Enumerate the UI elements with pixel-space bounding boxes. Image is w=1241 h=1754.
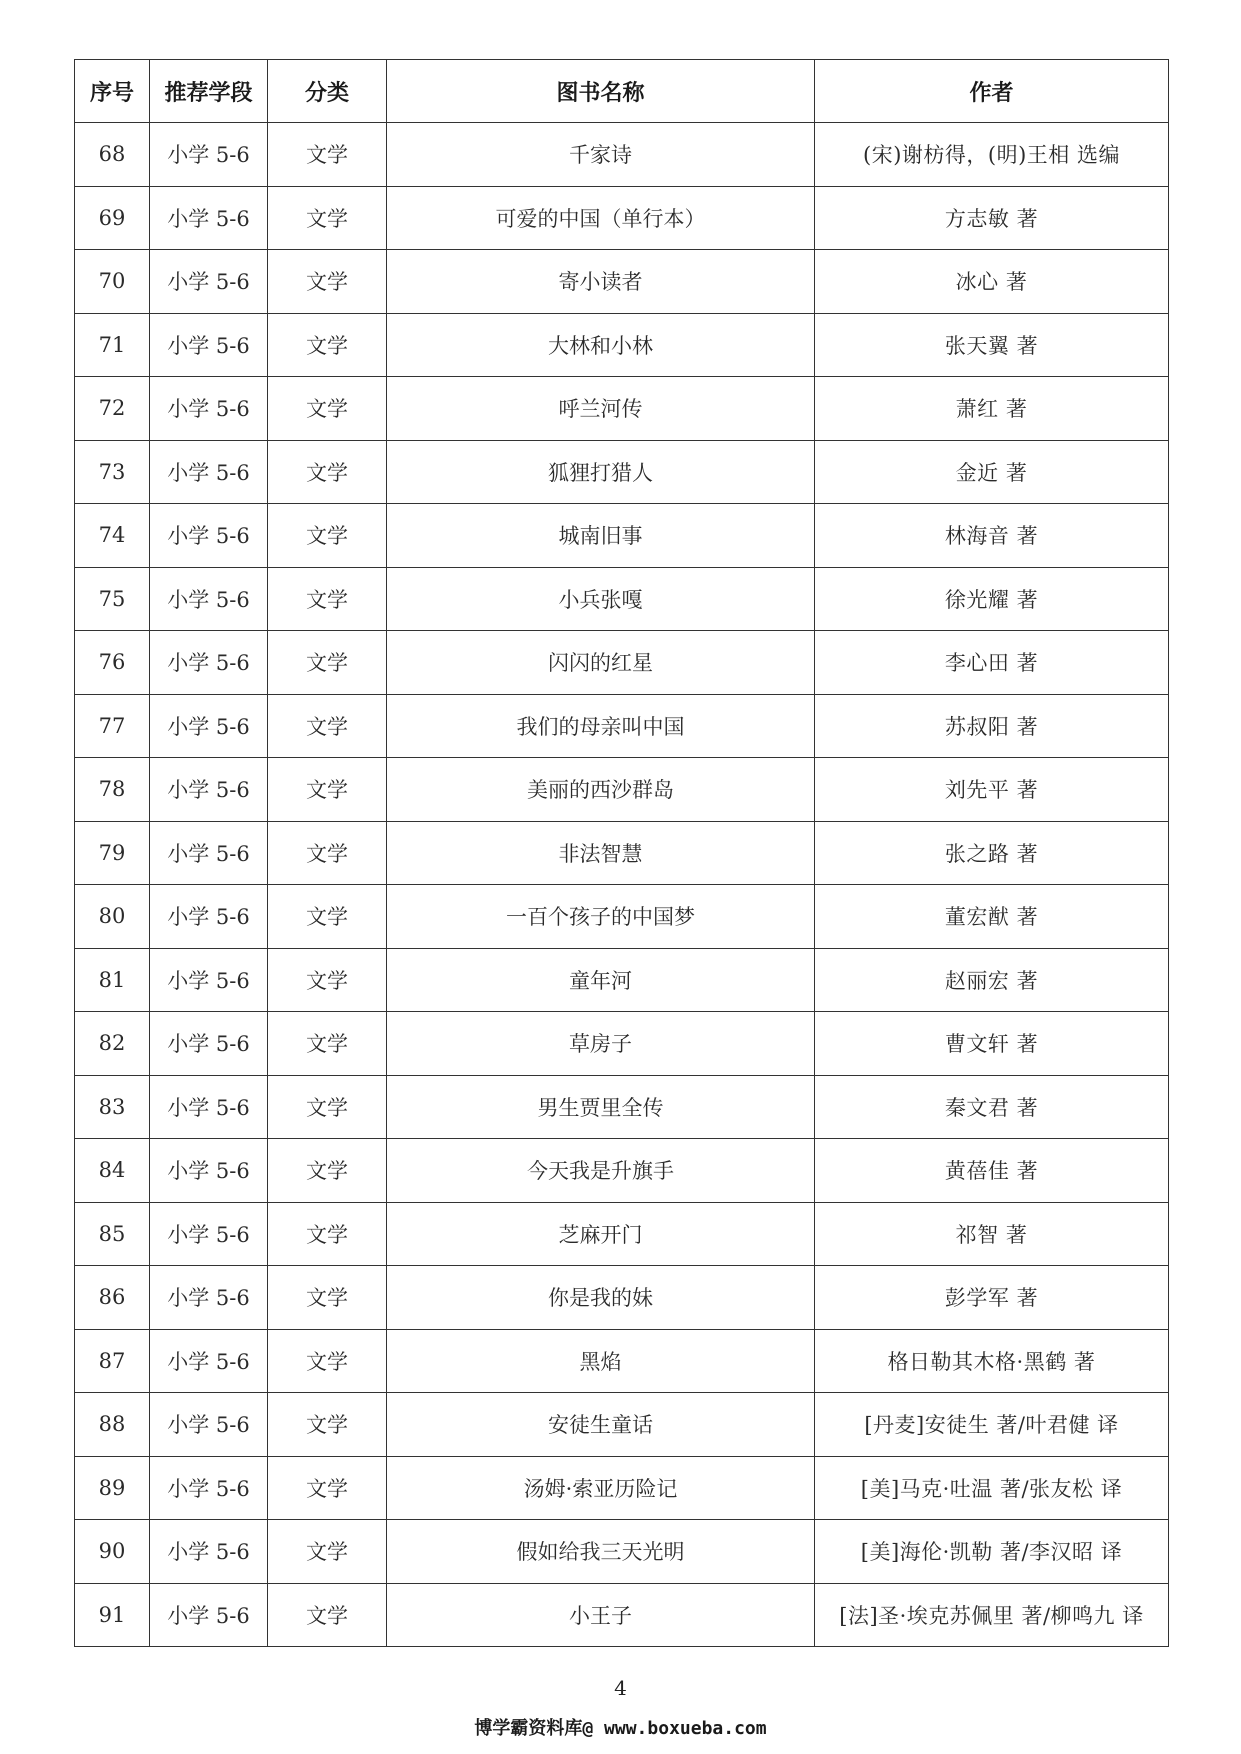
cell-title: 城南旧事 bbox=[387, 504, 815, 568]
cell-title: 一百个孩子的中国梦 bbox=[387, 885, 815, 949]
cell-category: 文学 bbox=[268, 1012, 387, 1076]
table-row bbox=[75, 440, 1169, 504]
cell-index: 87 bbox=[75, 1329, 150, 1393]
table-row bbox=[75, 1393, 1169, 1457]
cell-title: 大林和小林 bbox=[387, 313, 815, 377]
table-row bbox=[75, 948, 1169, 1012]
cell-title: 男生贾里全传 bbox=[387, 1075, 815, 1139]
table-header-row bbox=[75, 60, 1169, 123]
page-number: 4 bbox=[614, 1676, 627, 1700]
table-row bbox=[75, 377, 1169, 441]
table-row bbox=[75, 567, 1169, 631]
cell-stage: 小学 5-6 bbox=[150, 885, 268, 949]
cell-category: 文学 bbox=[268, 123, 387, 187]
cell-index: 89 bbox=[75, 1456, 150, 1520]
cell-stage: 小学 5-6 bbox=[150, 1202, 268, 1266]
cell-index: 88 bbox=[75, 1393, 150, 1457]
cell-stage: 小学 5-6 bbox=[150, 377, 268, 441]
cell-index: 83 bbox=[75, 1075, 150, 1139]
cell-author: 赵丽宏 著 bbox=[815, 948, 1169, 1012]
cell-stage: 小学 5-6 bbox=[150, 1075, 268, 1139]
cell-category: 文学 bbox=[268, 1456, 387, 1520]
table-row bbox=[75, 631, 1169, 695]
cell-category: 文学 bbox=[268, 948, 387, 1012]
cell-index: 82 bbox=[75, 1012, 150, 1076]
cell-index: 84 bbox=[75, 1139, 150, 1203]
cell-index: 69 bbox=[75, 186, 150, 250]
cell-stage: 小学 5-6 bbox=[150, 440, 268, 504]
table-row bbox=[75, 1139, 1169, 1203]
cell-author: 金近 著 bbox=[815, 440, 1169, 504]
cell-title: 草房子 bbox=[387, 1012, 815, 1076]
table-row bbox=[75, 250, 1169, 314]
cell-category: 文学 bbox=[268, 313, 387, 377]
cell-stage: 小学 5-6 bbox=[150, 1520, 268, 1584]
cell-author: 冰心 著 bbox=[815, 250, 1169, 314]
cell-index: 85 bbox=[75, 1202, 150, 1266]
cell-author: 格日勒其木格·黑鹤 著 bbox=[815, 1329, 1169, 1393]
cell-author: [美]海伦·凯勒 著/李汉昭 译 bbox=[815, 1520, 1169, 1584]
table-row bbox=[75, 1266, 1169, 1330]
cell-author: [丹麦]安徒生 著/叶君健 译 bbox=[815, 1393, 1169, 1457]
header-author: 作者 bbox=[815, 60, 1169, 123]
cell-title: 狐狸打猎人 bbox=[387, 440, 815, 504]
cell-title: 非法智慧 bbox=[387, 821, 815, 885]
cell-stage: 小学 5-6 bbox=[150, 694, 268, 758]
cell-stage: 小学 5-6 bbox=[150, 1266, 268, 1330]
cell-author: 黄蓓佳 著 bbox=[815, 1139, 1169, 1203]
cell-author: 刘先平 著 bbox=[815, 758, 1169, 822]
cell-stage: 小学 5-6 bbox=[150, 758, 268, 822]
cell-index: 91 bbox=[75, 1583, 150, 1647]
cell-index: 74 bbox=[75, 504, 150, 568]
cell-index: 76 bbox=[75, 631, 150, 695]
table-row bbox=[75, 758, 1169, 822]
cell-index: 73 bbox=[75, 440, 150, 504]
cell-index: 70 bbox=[75, 250, 150, 314]
cell-category: 文学 bbox=[268, 1393, 387, 1457]
cell-category: 文学 bbox=[268, 186, 387, 250]
cell-stage: 小学 5-6 bbox=[150, 1393, 268, 1457]
cell-index: 78 bbox=[75, 758, 150, 822]
cell-author: 秦文君 著 bbox=[815, 1075, 1169, 1139]
table-row bbox=[75, 1456, 1169, 1520]
header-category: 分类 bbox=[268, 60, 387, 123]
cell-index: 90 bbox=[75, 1520, 150, 1584]
cell-stage: 小学 5-6 bbox=[150, 1456, 268, 1520]
cell-title: 假如给我三天光明 bbox=[387, 1520, 815, 1584]
cell-title: 童年河 bbox=[387, 948, 815, 1012]
cell-author: 苏叔阳 著 bbox=[815, 694, 1169, 758]
header-index: 序号 bbox=[75, 60, 150, 123]
cell-title: 小兵张嘎 bbox=[387, 567, 815, 631]
cell-stage: 小学 5-6 bbox=[150, 1139, 268, 1203]
cell-stage: 小学 5-6 bbox=[150, 567, 268, 631]
cell-author: 林海音 著 bbox=[815, 504, 1169, 568]
cell-title: 美丽的西沙群岛 bbox=[387, 758, 815, 822]
cell-author: 彭学军 著 bbox=[815, 1266, 1169, 1330]
footer-watermark: 博学霸资料库@ www.boxueba.com bbox=[474, 1718, 767, 1739]
cell-index: 81 bbox=[75, 948, 150, 1012]
cell-index: 77 bbox=[75, 694, 150, 758]
book-list-table bbox=[74, 59, 1169, 1647]
cell-stage: 小学 5-6 bbox=[150, 631, 268, 695]
cell-title: 可爱的中国（单行本） bbox=[387, 186, 815, 250]
cell-stage: 小学 5-6 bbox=[150, 504, 268, 568]
cell-category: 文学 bbox=[268, 440, 387, 504]
table-row bbox=[75, 1329, 1169, 1393]
cell-index: 72 bbox=[75, 377, 150, 441]
cell-category: 文学 bbox=[268, 885, 387, 949]
header-stage: 推荐学段 bbox=[150, 60, 268, 123]
cell-index: 80 bbox=[75, 885, 150, 949]
cell-index: 71 bbox=[75, 313, 150, 377]
table-row bbox=[75, 1202, 1169, 1266]
table-row bbox=[75, 694, 1169, 758]
cell-category: 文学 bbox=[268, 1266, 387, 1330]
cell-author: 祁智 著 bbox=[815, 1202, 1169, 1266]
cell-stage: 小学 5-6 bbox=[150, 250, 268, 314]
table-row bbox=[75, 1075, 1169, 1139]
cell-title: 黑焰 bbox=[387, 1329, 815, 1393]
cell-category: 文学 bbox=[268, 1139, 387, 1203]
cell-category: 文学 bbox=[268, 758, 387, 822]
table-row bbox=[75, 1520, 1169, 1584]
header-title: 图书名称 bbox=[387, 60, 815, 123]
cell-category: 文学 bbox=[268, 1583, 387, 1647]
cell-author: 李心田 著 bbox=[815, 631, 1169, 695]
cell-title: 芝麻开门 bbox=[387, 1202, 815, 1266]
cell-author: [法]圣·埃克苏佩里 著/柳鸣九 译 bbox=[815, 1583, 1169, 1647]
table-row bbox=[75, 186, 1169, 250]
table-row bbox=[75, 1012, 1169, 1076]
cell-title: 汤姆·索亚历险记 bbox=[387, 1456, 815, 1520]
cell-index: 75 bbox=[75, 567, 150, 631]
cell-title: 小王子 bbox=[387, 1583, 815, 1647]
cell-title: 今天我是升旗手 bbox=[387, 1139, 815, 1203]
cell-author: 张之路 著 bbox=[815, 821, 1169, 885]
cell-index: 79 bbox=[75, 821, 150, 885]
cell-stage: 小学 5-6 bbox=[150, 313, 268, 377]
cell-stage: 小学 5-6 bbox=[150, 123, 268, 187]
cell-category: 文学 bbox=[268, 504, 387, 568]
cell-category: 文学 bbox=[268, 250, 387, 314]
cell-stage: 小学 5-6 bbox=[150, 1583, 268, 1647]
table-row bbox=[75, 313, 1169, 377]
cell-stage: 小学 5-6 bbox=[150, 186, 268, 250]
cell-stage: 小学 5-6 bbox=[150, 1329, 268, 1393]
cell-title: 千家诗 bbox=[387, 123, 815, 187]
cell-title: 我们的母亲叫中国 bbox=[387, 694, 815, 758]
cell-title: 寄小读者 bbox=[387, 250, 815, 314]
cell-author: 萧红 著 bbox=[815, 377, 1169, 441]
cell-title: 呼兰河传 bbox=[387, 377, 815, 441]
cell-stage: 小学 5-6 bbox=[150, 948, 268, 1012]
cell-title: 你是我的妹 bbox=[387, 1266, 815, 1330]
cell-title: 闪闪的红星 bbox=[387, 631, 815, 695]
cell-category: 文学 bbox=[268, 377, 387, 441]
table-row bbox=[75, 885, 1169, 949]
cell-index: 86 bbox=[75, 1266, 150, 1330]
cell-author: 徐光耀 著 bbox=[815, 567, 1169, 631]
table-row bbox=[75, 1583, 1169, 1647]
cell-author: 张天翼 著 bbox=[815, 313, 1169, 377]
table-row bbox=[75, 821, 1169, 885]
cell-category: 文学 bbox=[268, 694, 387, 758]
table-row bbox=[75, 504, 1169, 568]
cell-category: 文学 bbox=[268, 1202, 387, 1266]
cell-stage: 小学 5-6 bbox=[150, 821, 268, 885]
cell-author: 董宏猷 著 bbox=[815, 885, 1169, 949]
cell-category: 文学 bbox=[268, 567, 387, 631]
cell-author: [美]马克·吐温 著/张友松 译 bbox=[815, 1456, 1169, 1520]
cell-category: 文学 bbox=[268, 1520, 387, 1584]
cell-category: 文学 bbox=[268, 631, 387, 695]
cell-author: (宋)谢枋得，(明)王相 选编 bbox=[815, 123, 1169, 187]
cell-category: 文学 bbox=[268, 821, 387, 885]
cell-author: 方志敏 著 bbox=[815, 186, 1169, 250]
cell-stage: 小学 5-6 bbox=[150, 1012, 268, 1076]
cell-title: 安徒生童话 bbox=[387, 1393, 815, 1457]
table-row bbox=[75, 123, 1169, 187]
cell-category: 文学 bbox=[268, 1075, 387, 1139]
cell-index: 68 bbox=[75, 123, 150, 187]
cell-author: 曹文轩 著 bbox=[815, 1012, 1169, 1076]
cell-category: 文学 bbox=[268, 1329, 387, 1393]
